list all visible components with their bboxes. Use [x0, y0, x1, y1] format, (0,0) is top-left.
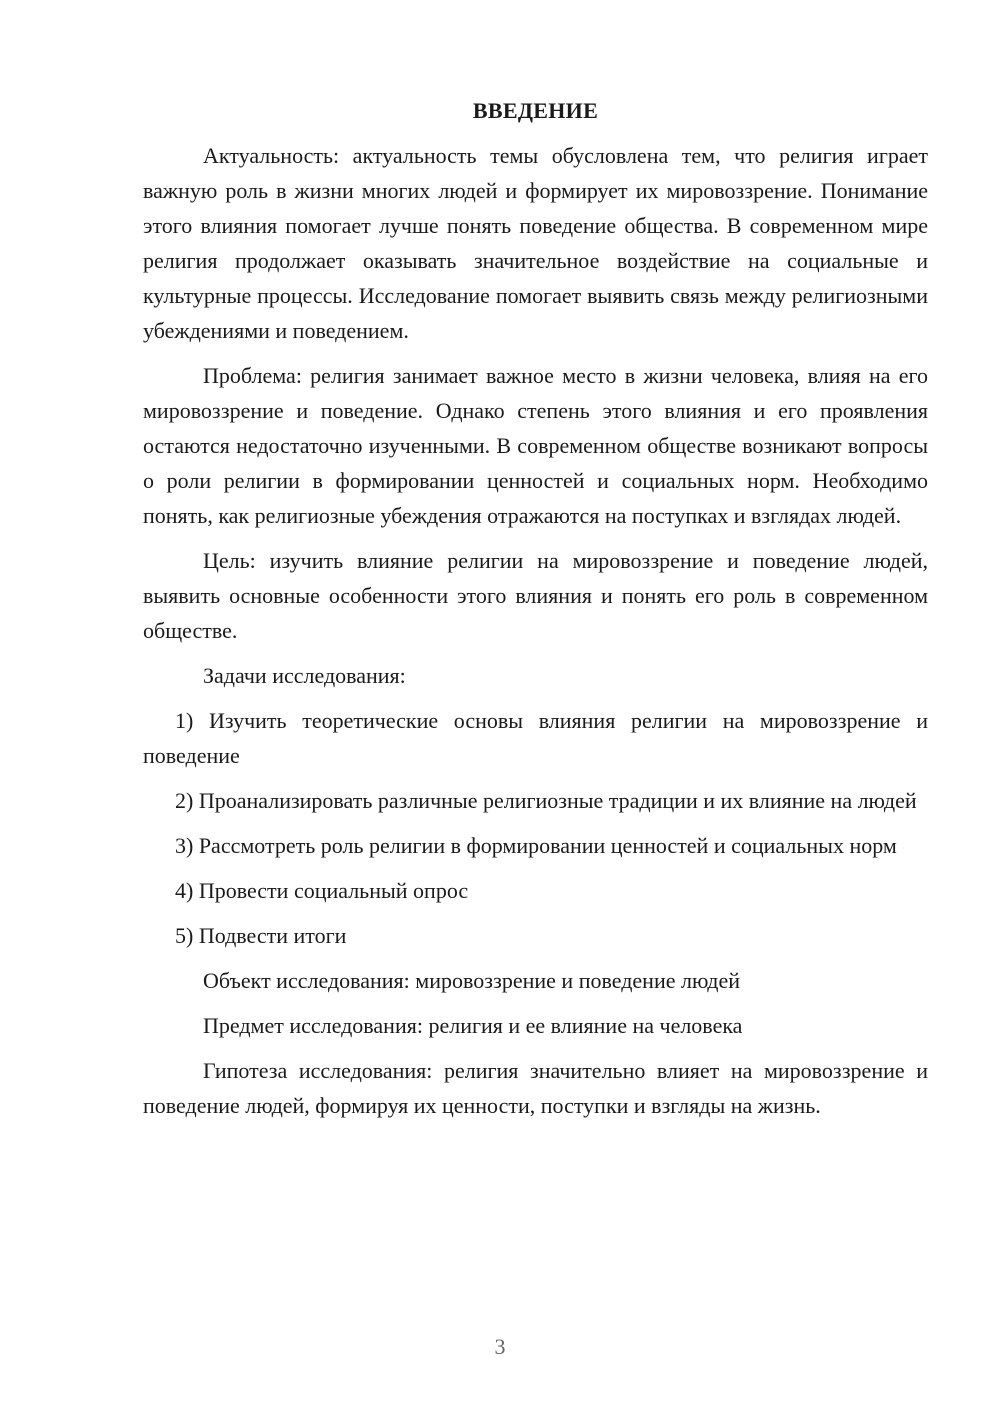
task-item: 5) Подвести итоги [175, 923, 347, 948]
goal-paragraph: Цель: изучить влияние религии на мировоззрение и поведение людей, выявить основные особенности этого влияния и понять его роль в современном обществе. [143, 548, 928, 643]
task-item: 3) Рассмотреть роль религии в формировании ценностей и социальных норм [175, 833, 897, 858]
problem-paragraph: Проблема: религия занимает важное место в жизни человека, влияя на его мировоззрение и поведение. Однако степень этого влияния и его проявления остаются недостаточно изученными. В современном обществе возникают вопросы о роли религии в формировании ценностей и социальных норм. Необходимо понять, как религиозные убеждения отражаются на поступках и взглядах людей. [143, 363, 928, 528]
task-item: 4) Провести социальный опрос [175, 878, 469, 903]
task-item: 2) Проанализировать различные религиозные традиции и их влияние на людей [175, 788, 917, 813]
page-title: ВВЕДЕНИЕ [472, 98, 599, 123]
task-item: 1) Изучить теоретические основы влияния религии на мировоззрение и поведение [143, 708, 928, 768]
relevance-paragraph: Актуальность: актуальность темы обусловлена тем, что религия играет важную роль в жизни многих людей и формирует их мировоззрение. Понимание этого влияния помогает лучше понять поведение общества. В современном мире религия продолжает оказывать значительное воздействие на социальные и культурные процессы. Исследование помогает выявить связь между религиозными убеждениями и поведением. [143, 143, 928, 343]
page-number: 3 [494, 1334, 506, 1359]
hypothesis-paragraph: Гипотеза исследования: религия значительно влияет на мировоззрение и поведение людей, формируя их ценности, поступки и взгляды на жизнь. [143, 1058, 928, 1118]
tasks-list [143, 703, 928, 953]
tasks-heading: Задачи исследования: [203, 663, 406, 688]
document-page [143, 96, 928, 1133]
research-subject: Предмет исследования: религия и ее влияние на человека [203, 1013, 743, 1038]
research-object: Объект исследования: мировоззрение и поведение людей [203, 968, 741, 993]
